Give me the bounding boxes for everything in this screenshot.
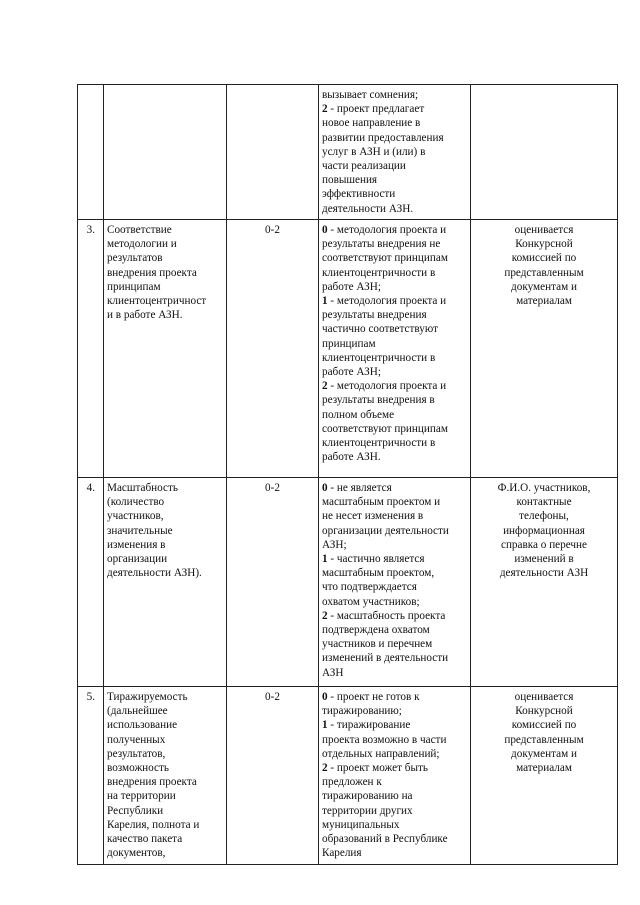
scale-text: результаты внедрения в: [322, 394, 435, 407]
scale-line: [322, 393, 467, 407]
criterion-cell: [104, 478, 227, 687]
score-value: 0: [322, 482, 328, 494]
criterion-line: качество пакета: [107, 833, 183, 846]
scale-line: [322, 704, 467, 718]
scale-text: тиражированию;: [322, 705, 402, 718]
criterion-line: значительные: [107, 524, 173, 537]
scale-line: [322, 832, 467, 846]
scale-text: АЗН;: [322, 538, 347, 551]
score-value: 0: [322, 224, 328, 236]
scale-text: что подтверждается: [322, 581, 417, 594]
scale-line: [322, 651, 467, 665]
scale-text: частично соответствуют: [322, 323, 438, 336]
documents-cell: [471, 478, 618, 687]
scale-text: - методология проекта и: [327, 224, 447, 236]
scale-line: [322, 580, 467, 594]
scale-text: масштабным проектом и: [322, 496, 441, 509]
scale-line: [322, 408, 467, 422]
scale-text: - проект предлагает: [327, 103, 425, 116]
scale-line: [322, 789, 467, 803]
scale-line: [322, 187, 467, 201]
score-value: 2: [322, 762, 328, 775]
scale-text: организации деятельности: [322, 524, 449, 537]
table-row: [78, 478, 618, 687]
scale-line: [322, 818, 467, 832]
scale-line: [322, 351, 467, 365]
scale-line: [322, 88, 467, 102]
scale-text: результаты внедрения не: [322, 238, 441, 251]
criterion-line: Карелия, полнота и: [107, 818, 200, 831]
scale-text: клиентоцентричности в: [322, 437, 436, 450]
documents-line: контактные: [516, 496, 572, 509]
scale-text: не несет изменения в: [322, 510, 424, 523]
documents-line: комиссией по: [511, 719, 577, 732]
scale-line: [322, 159, 467, 173]
scale-line: [322, 637, 467, 651]
scoring-scale-cell: [319, 687, 471, 865]
scale-line: [322, 538, 467, 552]
scale-line: [322, 666, 467, 680]
table-row: [78, 687, 618, 865]
criterion-line: (дальнейшее: [107, 705, 168, 718]
criterion-line: Соответствие: [107, 224, 172, 236]
documents-cell: [471, 220, 618, 478]
criterion-line: использование: [107, 719, 178, 732]
scale-line: [322, 436, 467, 450]
scale-line: [322, 595, 467, 609]
criterion-line: внедрения проекта: [107, 776, 197, 789]
documents-line: представленным: [504, 733, 584, 746]
criterion-line: участников,: [107, 510, 164, 523]
scale-line: [322, 337, 467, 351]
documents-line: телефоны,: [519, 510, 569, 523]
documents-line: оценивается: [514, 691, 574, 703]
scale-line: [322, 280, 467, 294]
scale-line: [322, 524, 467, 538]
table-row: [78, 85, 618, 220]
row-number: [78, 85, 104, 220]
scale-text: деятельности АЗН.: [322, 202, 414, 215]
scale-line: [322, 846, 467, 860]
documents-line: изменений в: [514, 553, 574, 566]
scale-text: изменений в деятельности: [322, 652, 449, 665]
documents-line: документам и: [511, 280, 577, 293]
criterion-line: внедрения проекта: [107, 266, 197, 279]
scale-text: - проект может быть: [327, 762, 428, 775]
scale-text: участников и перечнем: [322, 638, 433, 651]
scale-line: [322, 481, 467, 495]
table-row: [78, 220, 618, 478]
scale-text: части реализации: [322, 160, 406, 173]
documents-line: Конкурсной: [515, 705, 573, 718]
score-range: 0-2: [227, 478, 319, 687]
criterion-cell: [104, 85, 227, 220]
scale-line: [322, 202, 467, 216]
scale-line: [322, 266, 467, 280]
scale-line: [322, 733, 467, 747]
documents-line: материалам: [516, 295, 572, 308]
scale-text: принципам: [322, 337, 376, 350]
scale-line: [322, 145, 467, 159]
scale-text: охватом участников;: [322, 595, 420, 608]
criterion-cell: [104, 687, 227, 865]
row-number: 5.: [78, 687, 104, 865]
scale-line: [322, 322, 467, 336]
scale-text: работе АЗН;: [322, 366, 381, 379]
criterion-line: изменения в: [107, 538, 166, 551]
scale-text: клиентоцентричности в: [322, 351, 436, 364]
scale-text: территории других: [322, 804, 413, 817]
score-value: 1: [322, 719, 328, 732]
scale-line: [322, 566, 467, 580]
scale-line: [322, 365, 467, 379]
row-number: 4.: [78, 478, 104, 687]
documents-line: Ф.И.О. участников,: [497, 482, 591, 494]
criteria-table-body: [78, 85, 618, 865]
scale-text: работе АЗН;: [322, 280, 381, 293]
scale-text: вызывает сомнения;: [322, 89, 419, 101]
scale-text: - проект не готов к: [327, 691, 420, 703]
criterion-line: Республики: [107, 804, 164, 817]
scale-line: [322, 251, 467, 265]
documents-cell: [471, 85, 618, 220]
scale-line: [322, 308, 467, 322]
scale-text: - не является: [327, 482, 392, 494]
scale-text: - методология проекта и: [327, 295, 447, 308]
criterion-line: Масштабность: [107, 482, 178, 494]
scale-line: [322, 237, 467, 251]
documents-line: комиссией по: [511, 252, 577, 265]
scale-text: развитии предоставления: [322, 131, 444, 144]
scale-text: - масштабность проекта: [327, 609, 446, 622]
scoring-scale-cell: [319, 478, 471, 687]
documents-cell: [471, 687, 618, 865]
scale-text: - тиражирование: [327, 719, 411, 732]
scale-text: повышения: [322, 174, 378, 187]
scale-line: [322, 718, 467, 732]
scale-text: предложен к: [322, 776, 382, 789]
criterion-line: возможность: [107, 762, 170, 775]
scale-line: [322, 422, 467, 436]
criterion-line: методологии и: [107, 238, 177, 251]
scale-line: [322, 623, 467, 637]
scale-line: [322, 173, 467, 187]
scale-text: подтверждена охватом: [322, 624, 430, 637]
row-number: 3.: [78, 220, 104, 478]
scale-line: [322, 102, 467, 116]
scale-text: соответствуют принципам: [322, 422, 448, 435]
scale-text: проекта возможно в части: [322, 733, 447, 746]
criterion-line: организации: [107, 553, 168, 566]
scale-text: соответствуют принципам: [322, 252, 448, 265]
scale-text: АЗН: [322, 666, 344, 679]
scale-line: [322, 116, 467, 130]
documents-line: Конкурсной: [515, 238, 573, 251]
scale-text: эффективности: [322, 188, 396, 201]
scale-line: [322, 495, 467, 509]
scale-line: [322, 450, 467, 464]
score-value: 2: [322, 609, 328, 622]
criteria-table: [77, 84, 618, 865]
criterion-line: и в работе АЗН.: [107, 309, 183, 322]
scale-line: [322, 804, 467, 818]
scale-line: [322, 761, 467, 775]
scale-text: услуг в АЗН и (или) в: [322, 145, 426, 158]
scale-text: - методология проекта и: [327, 380, 447, 393]
scale-line: [322, 609, 467, 623]
criterion-line: результатов: [107, 252, 163, 265]
criterion-line: принципам: [107, 280, 161, 293]
score-range: 0-2: [227, 220, 319, 478]
scale-line: [322, 775, 467, 789]
scale-line: [322, 552, 467, 566]
criterion-line: деятельности АЗН).: [107, 567, 202, 580]
documents-line: представленным: [504, 266, 584, 279]
documents-line: деятельности АЗН: [499, 567, 589, 580]
criterion-line: полученных: [107, 733, 166, 746]
criterion-line: на территории: [107, 790, 176, 803]
documents-line: документам и: [511, 747, 577, 760]
criterion-cell: [104, 220, 227, 478]
score-range: 0-2: [227, 687, 319, 865]
scale-line: [322, 379, 467, 393]
scale-text: работе АЗН.: [322, 451, 381, 464]
score-range: [227, 85, 319, 220]
scale-text: образований в Республике: [322, 833, 448, 846]
criterion-line: клиентоцентричност: [107, 295, 207, 308]
scale-text: отдельных направлений;: [322, 747, 440, 760]
scale-text: - частично является: [327, 553, 425, 566]
scale-text: Карелия: [322, 847, 362, 860]
scale-text: масштабным проектом,: [322, 567, 435, 580]
criterion-line: документов,: [107, 847, 166, 860]
score-value: 1: [322, 295, 328, 308]
scale-line: [322, 509, 467, 523]
scale-line: [322, 294, 467, 308]
score-value: 0: [322, 691, 328, 703]
documents-line: справка о перечне: [500, 538, 588, 551]
scale-text: тиражированию на: [322, 790, 413, 803]
criterion-line: результатов,: [107, 747, 166, 760]
score-value: 2: [322, 103, 328, 116]
documents-line: информационная: [503, 524, 585, 537]
criterion-line: Тиражируемость: [107, 691, 188, 703]
scale-line: [322, 131, 467, 145]
scoring-scale-cell: [319, 220, 471, 478]
scale-text: муниципальных: [322, 818, 400, 831]
scale-text: клиентоцентричности в: [322, 266, 436, 279]
scale-text: результаты внедрения: [322, 309, 427, 322]
scoring-scale-cell: [319, 85, 471, 220]
score-value: 2: [322, 380, 328, 393]
scale-text: новое направление в: [322, 117, 421, 130]
documents-line: оценивается: [514, 224, 574, 236]
scale-line: [322, 223, 467, 237]
scale-line: [322, 747, 467, 761]
criterion-line: (количество: [107, 496, 165, 509]
scale-text: полном объеме: [322, 408, 395, 421]
scale-line: [322, 690, 467, 704]
score-value: 1: [322, 553, 328, 566]
documents-line: материалам: [516, 762, 572, 775]
